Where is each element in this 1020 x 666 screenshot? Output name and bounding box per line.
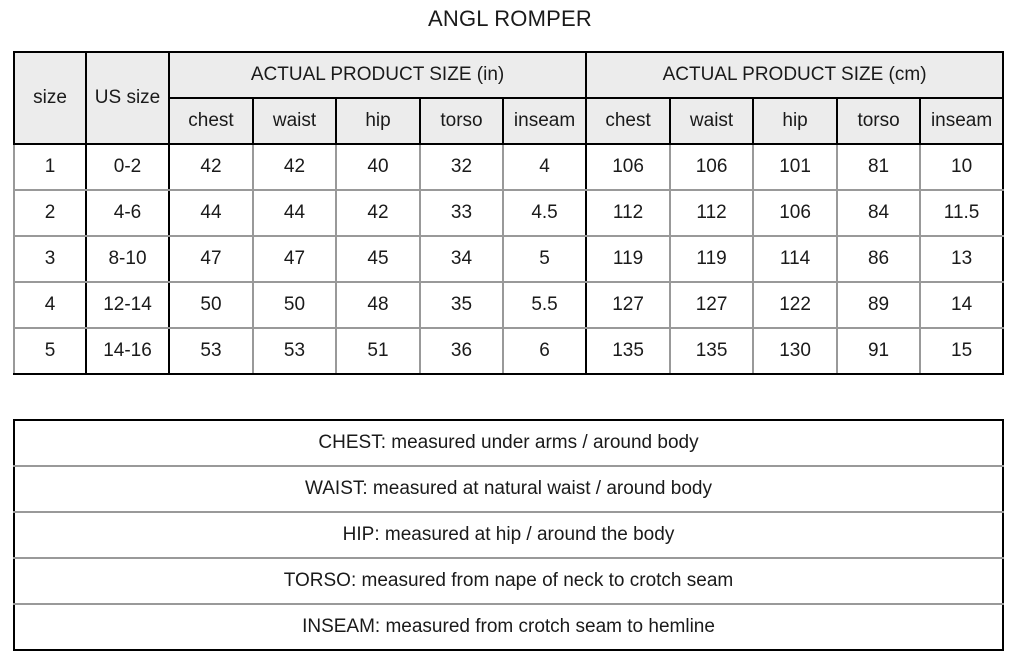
header-in-torso: torso [420,98,503,144]
cm-value-cell: 14 [920,282,1003,328]
header-us-size: US size [86,52,169,144]
cm-value-cell: 81 [837,144,920,190]
in-value-cell: 34 [420,236,503,282]
header-group-inches: ACTUAL PRODUCT SIZE (in) [169,52,586,98]
chart-title: ANGL ROMPER [428,6,592,31]
us-size-cell: 0-2 [86,144,169,190]
size-cell: 5 [14,328,86,374]
in-value-cell: 4 [503,144,586,190]
in-value-cell: 44 [169,190,253,236]
size-cell: 4 [14,282,86,328]
header-cm-inseam: inseam [920,98,1003,144]
cm-value-cell: 15 [920,328,1003,374]
cm-value-cell: 119 [586,236,670,282]
size-cell: 3 [14,236,86,282]
definition-text: TORSO: measured from nape of neck to crotch seam [14,558,1003,604]
in-value-cell: 5 [503,236,586,282]
cm-value-cell: 106 [753,190,837,236]
cm-value-cell: 114 [753,236,837,282]
in-value-cell: 5.5 [503,282,586,328]
cm-value-cell: 127 [670,282,753,328]
in-value-cell: 47 [253,236,336,282]
in-value-cell: 47 [169,236,253,282]
cm-value-cell: 135 [670,328,753,374]
definition-text: HIP: measured at hip / around the body [14,512,1003,558]
table-row [14,328,1003,374]
us-size-cell: 8-10 [86,236,169,282]
header-cm-torso: torso [837,98,920,144]
in-value-cell: 53 [253,328,336,374]
in-value-cell: 40 [336,144,420,190]
cm-value-cell: 119 [670,236,753,282]
size-chart-table [13,51,1004,375]
cm-value-cell: 122 [753,282,837,328]
header-size: size [14,52,86,144]
cm-value-cell: 11.5 [920,190,1003,236]
cm-value-cell: 127 [586,282,670,328]
definition-row [14,466,1003,512]
in-value-cell: 36 [420,328,503,374]
cm-value-cell: 86 [837,236,920,282]
in-value-cell: 42 [336,190,420,236]
in-value-cell: 44 [253,190,336,236]
cm-value-cell: 13 [920,236,1003,282]
in-value-cell: 50 [169,282,253,328]
in-value-cell: 33 [420,190,503,236]
in-value-cell: 50 [253,282,336,328]
cm-value-cell: 112 [586,190,670,236]
cm-value-cell: 89 [837,282,920,328]
in-value-cell: 48 [336,282,420,328]
in-value-cell: 53 [169,328,253,374]
table-row [14,236,1003,282]
header-group-cm: ACTUAL PRODUCT SIZE (cm) [586,52,1003,98]
us-size-cell: 4-6 [86,190,169,236]
definition-text: CHEST: measured under arms / around body [318,432,699,453]
in-value-cell: 42 [253,144,336,190]
cm-value-cell: 106 [670,144,753,190]
definition-text: INSEAM: measured from crotch seam to hemline [14,604,1003,650]
in-value-cell: 6 [503,328,586,374]
size-cell: 2 [14,190,86,236]
cm-value-cell: 10 [920,144,1003,190]
in-value-cell: 51 [336,328,420,374]
header-in-inseam: inseam [503,98,586,144]
us-size-cell: 12-14 [86,282,169,328]
cm-value-cell: 84 [837,190,920,236]
in-value-cell: 32 [420,144,503,190]
definition-row [14,558,1003,604]
size-cell: 1 [14,144,86,190]
header-cm-waist: waist [670,98,753,144]
in-value-cell: 35 [420,282,503,328]
in-value-cell: 42 [169,144,253,190]
header-in-waist: waist [253,98,336,144]
cm-value-cell: 135 [586,328,670,374]
definition-row [14,604,1003,650]
definition-row [14,420,1003,466]
definition-text: WAIST: measured at natural waist / around body [14,466,1003,512]
header-cm-hip: hip [753,98,837,144]
header-in-hip: hip [336,98,420,144]
cm-value-cell: 101 [753,144,837,190]
cm-value-cell: 130 [753,328,837,374]
definition-row [14,512,1003,558]
us-size-cell: 14-16 [86,328,169,374]
cm-value-cell: 91 [837,328,920,374]
measurement-definitions-table [13,419,1004,651]
table-row [14,144,1003,190]
table-row [14,190,1003,236]
cm-value-cell: 106 [586,144,670,190]
table-row [14,282,1003,328]
header-cm-chest: chest [586,98,670,144]
in-value-cell: 45 [336,236,420,282]
cm-value-cell: 112 [670,190,753,236]
header-in-chest: chest [169,98,253,144]
in-value-cell: 4.5 [503,190,586,236]
